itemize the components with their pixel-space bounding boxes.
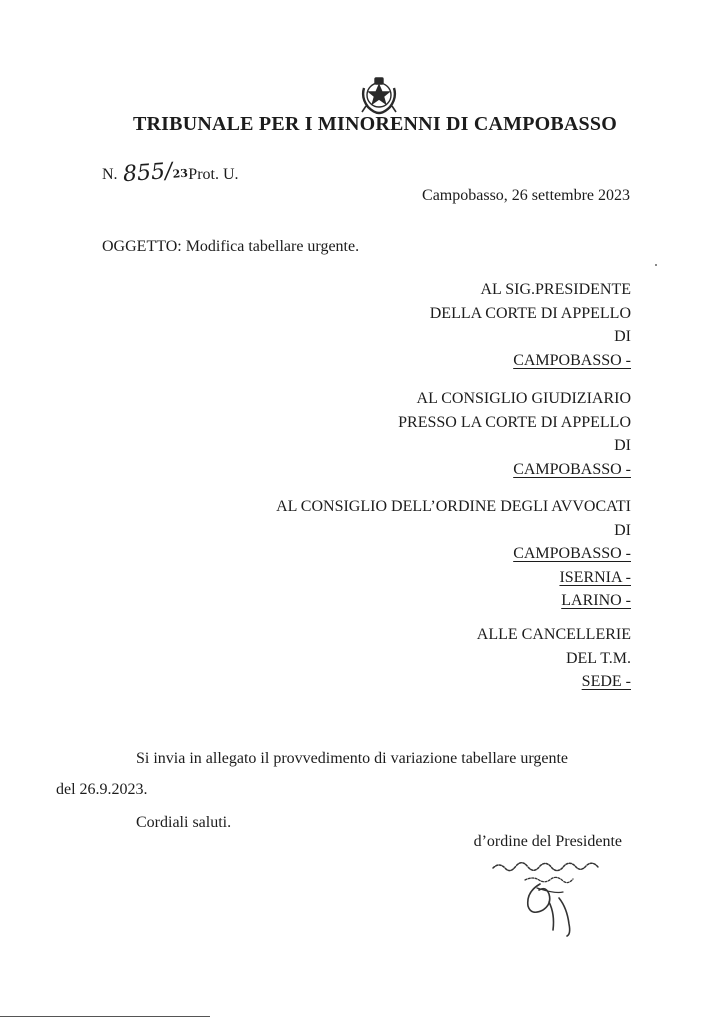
- body-line: Si invia in allegato il provvedimento di variazione tabellare urgente: [136, 750, 569, 767]
- recipient-city: CAMPOBASSO -: [513, 545, 631, 562]
- recipient-line: AL CONSIGLIO GIUDIZIARIO: [416, 390, 631, 407]
- signature-line: d’ordine del Presidente: [473, 833, 622, 850]
- subject-line: OGGETTO: Modifica tabellare urgente.: [102, 238, 360, 255]
- recipient-line: DEL T.M.: [565, 649, 631, 667]
- recipient-line: DI: [614, 328, 631, 345]
- closing-greeting: Cordiali saluti.: [136, 814, 232, 831]
- italian-republic-emblem-icon: [358, 76, 400, 116]
- recipient-bar-council: [276, 495, 631, 613]
- letter-body: [56, 743, 628, 838]
- protocol-suffix: Prot. U.: [188, 166, 239, 183]
- recipient-line: AL CONSIGLIO DELL’ORDINE DEGLI AVVOCATI: [276, 498, 631, 515]
- recipient-city: SEDE -: [581, 673, 631, 690]
- recipient-city: ISERNIA -: [559, 568, 631, 586]
- recipient-court-president: [430, 278, 631, 372]
- place-date: Campobasso, 26 settembre 2023: [422, 187, 630, 204]
- recipient-judicial-council: [398, 387, 631, 481]
- recipient-city: CAMPOBASSO -: [513, 460, 631, 478]
- recipient-line: PRESSO LA CORTE DI APPELLO: [398, 413, 631, 431]
- recipient-line: DELLA CORTE DI APPELLO: [429, 304, 631, 322]
- recipient-line: DI: [614, 521, 631, 539]
- scan-artifact-dot: [655, 264, 657, 266]
- scan-artifact-line: [0, 1016, 210, 1017]
- handwritten-signature-icon: [485, 858, 645, 938]
- recipient-city: LARINO -: [561, 592, 631, 609]
- recipient-line: AL SIG.PRESIDENTE: [480, 281, 631, 298]
- recipient-line: DI: [614, 437, 631, 454]
- recipient-city: CAMPOBASSO -: [513, 351, 631, 369]
- court-name-heading: TRIBUNALE PER I MINORENNI DI CAMPOBASSO: [133, 113, 617, 135]
- body-line: del 26.9.2023.: [56, 781, 148, 798]
- protocol-handwritten-number: 855/23: [121, 158, 188, 188]
- body-paragraph: [56, 743, 628, 805]
- protocol-number: [102, 158, 239, 188]
- recipient-line: ALLE CANCELLERIE: [476, 626, 631, 643]
- protocol-prefix: N.: [102, 166, 118, 183]
- recipient-chancelleries: [477, 623, 631, 694]
